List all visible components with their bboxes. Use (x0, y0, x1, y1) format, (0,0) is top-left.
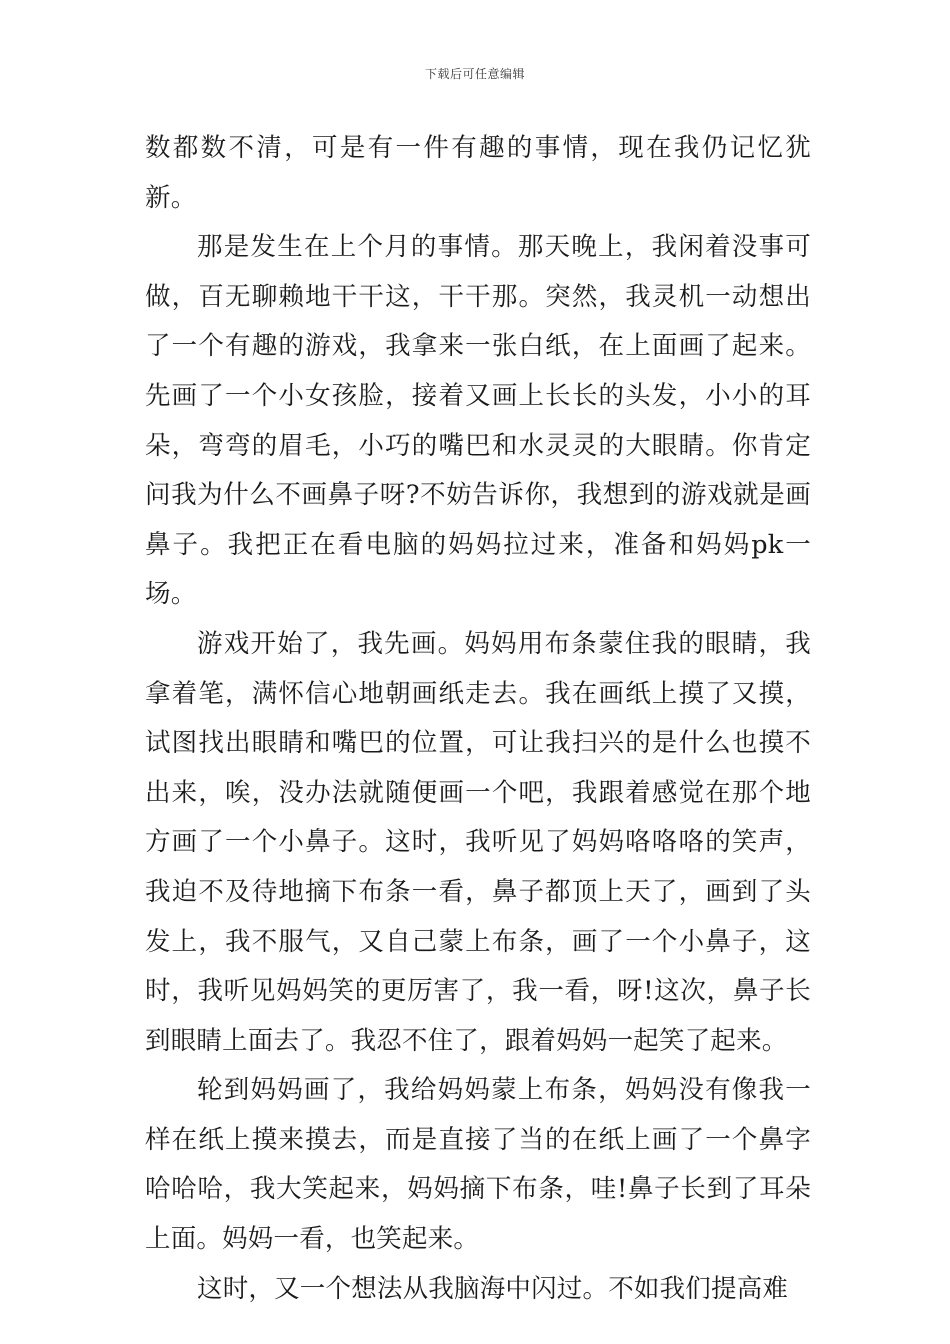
paragraph-1: 数都数不清，可是有一件有趣的事情，现在我仍记忆犹新。 (145, 133, 811, 213)
body-text (145, 124, 811, 1314)
paragraph-4: 轮到妈妈画了，我给妈妈蒙上布条，妈妈没有像我一样在纸上摸来摸去，而是直接了当的在纸上画了一个鼻字哈哈哈，我大笑起来，妈妈摘下布条，哇!鼻子长到了耳朵上面。妈妈一看，也笑起来。 (145, 1075, 811, 1255)
page-header: 下载后可任意编辑 (424, 67, 525, 81)
paragraph-5: 这时，又一个想法从我脑海中闪过。不如我们提高难 (197, 1273, 789, 1304)
paragraph-3: 游戏开始了，我先画。妈妈用布条蒙住我的眼睛，我拿着笔，满怀信心地朝画纸走去。我在画纸上摸了又摸，试图找出眼睛和嘴巴的位置，可让我扫兴的是什么也摸不出来，唉，没办法就随便画一个吧，我跟着感觉在那个地方画了一个小鼻子。这时，我听见了妈妈咯咯咯的笑声，我迫不及待地摘下布条一看，鼻子都顶上天了，画到了头发上，我不服气，又自己蒙上布条，画了一个小鼻子，这时，我听见妈妈笑的更厉害了，我一看，呀!这次，鼻子长到眼睛上面去了。我忍不住了，跟着妈妈一起笑了起来。 (145, 628, 811, 1056)
paragraph-2: 那是发生在上个月的事情。那天晚上，我闲着没事可做，百无聊赖地干干这，干干那。突然，我灵机一动想出了一个有趣的游戏，我拿来一张白纸，在上面画了起来。先画了一个小女孩脸，接着又画上长长的头发，小小的耳朵，弯弯的眉毛，小巧的嘴巴和水灵灵的大眼睛。你肯定问我为什么不画鼻子呀?不妨告诉你，我想到的游戏就是画鼻子。我把正在看电脑的妈妈拉过来，准备和妈妈pk一场。 (145, 232, 811, 610)
